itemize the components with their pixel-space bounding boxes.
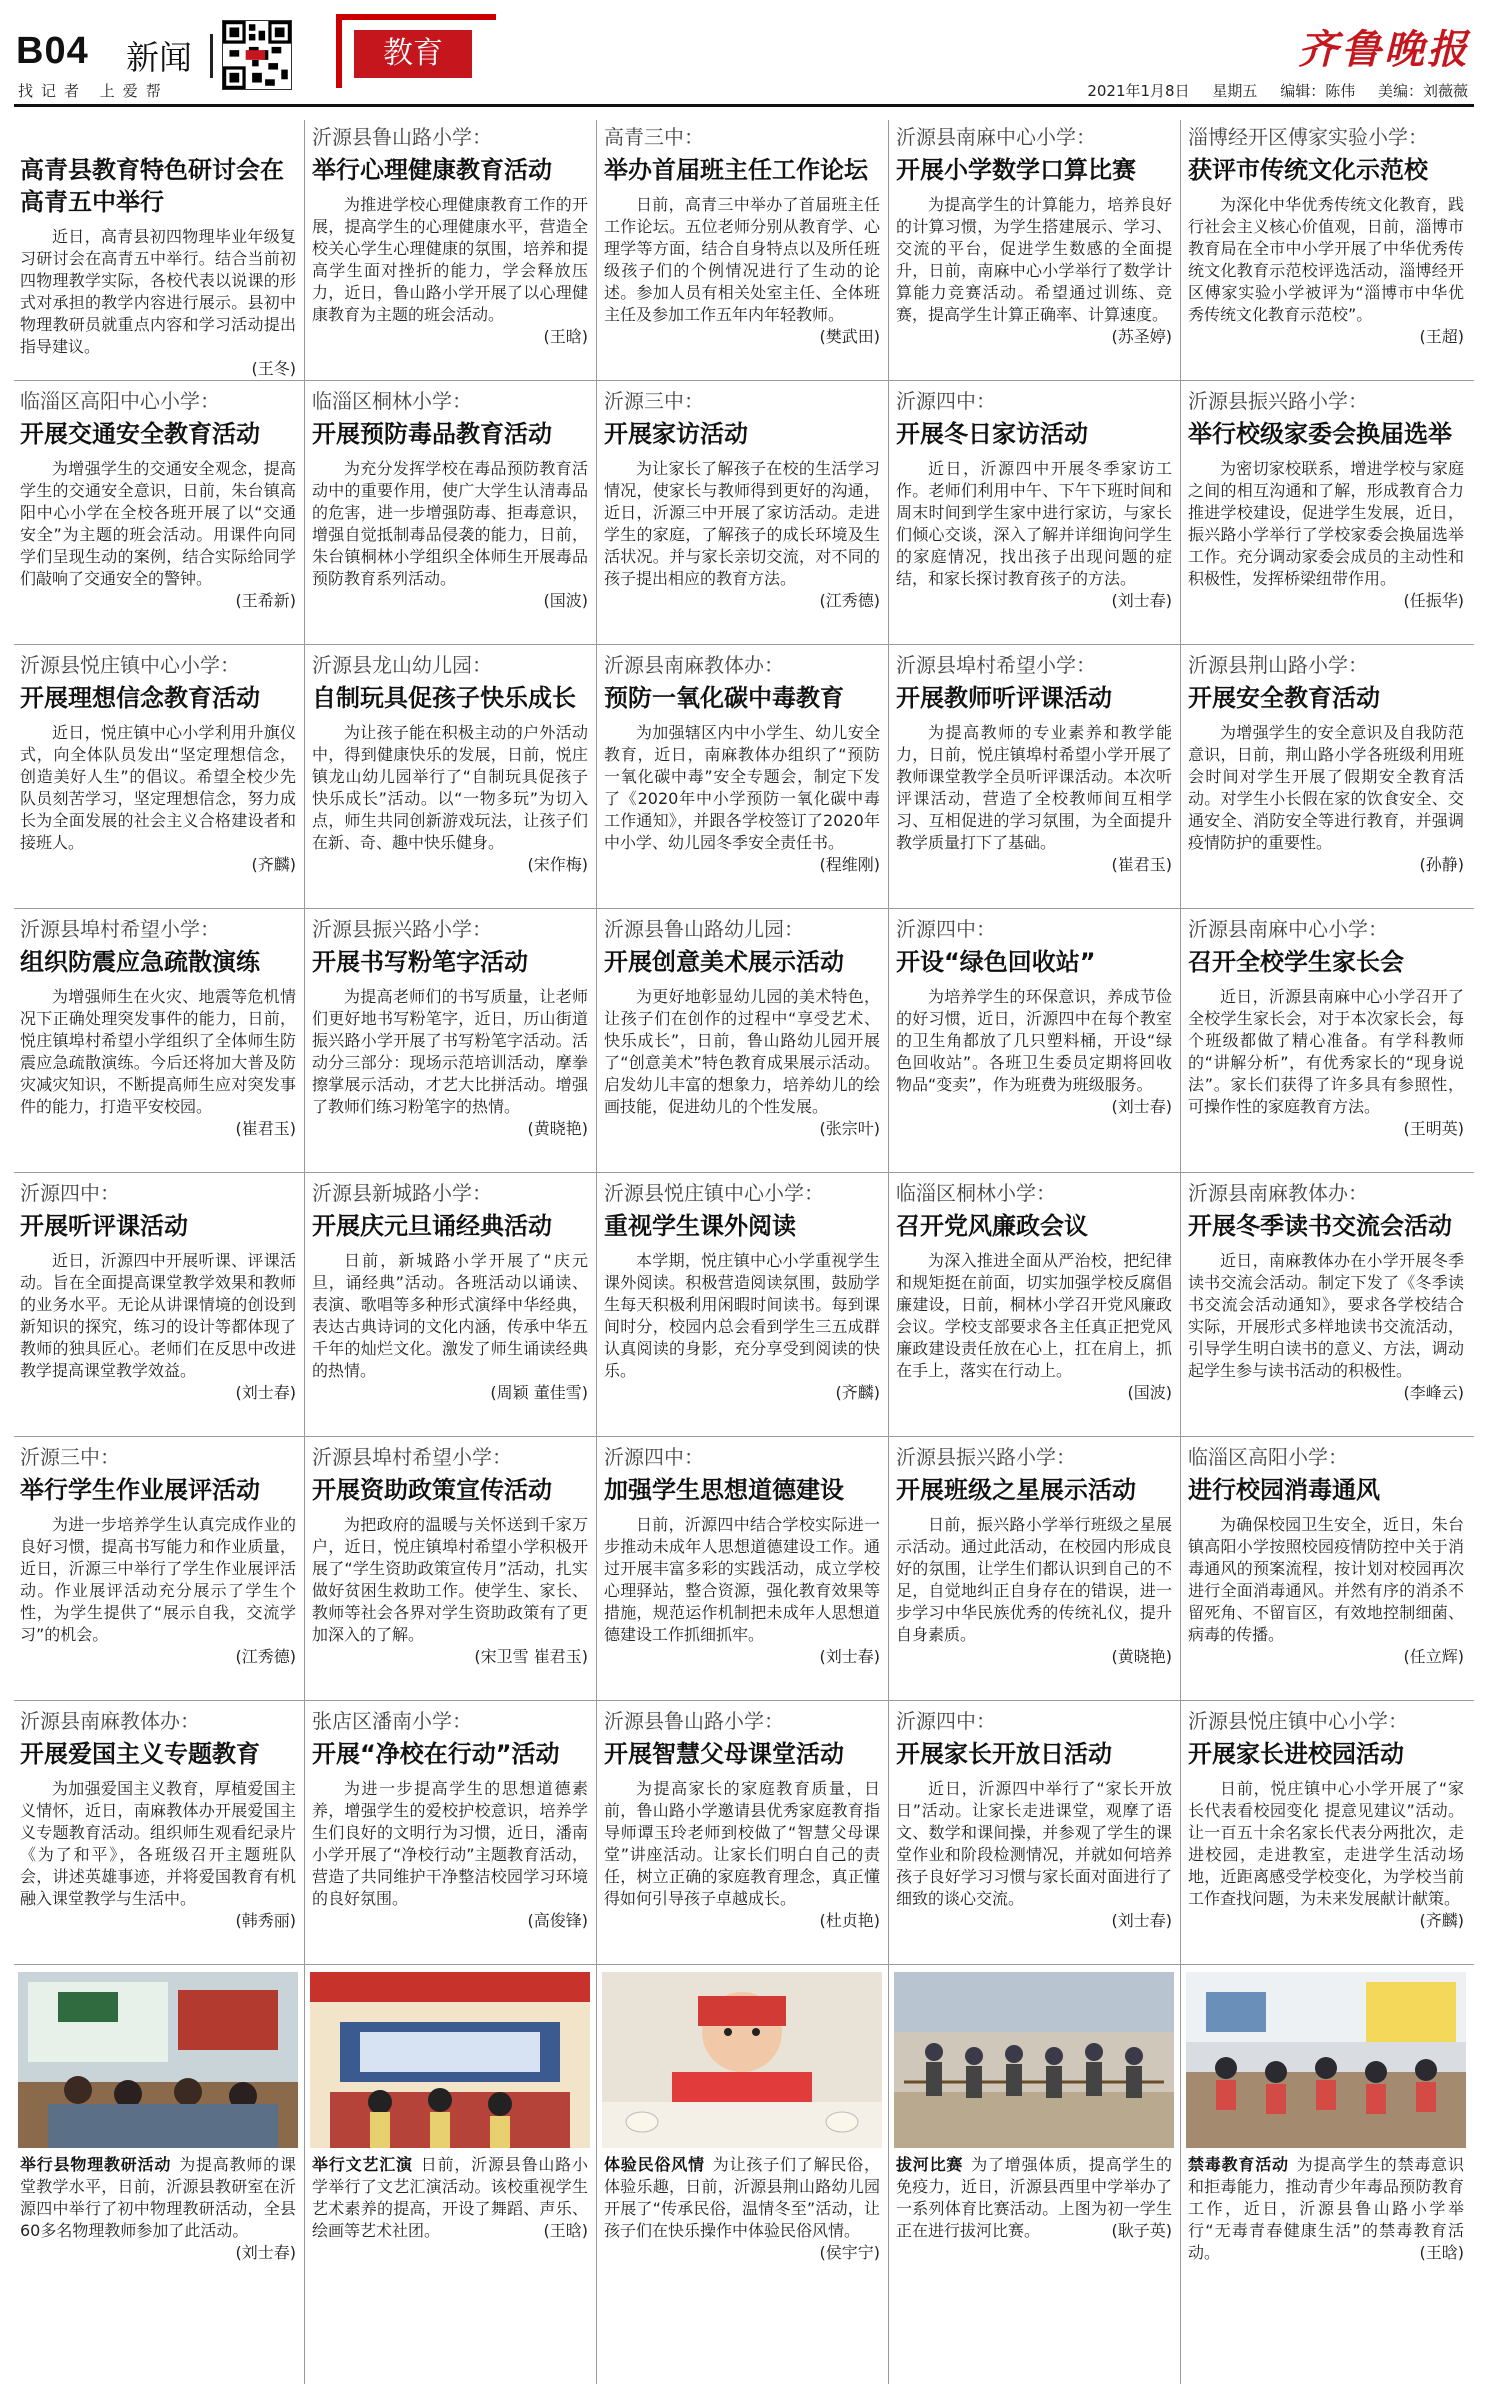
news-author: (高俊锋) [527, 1911, 588, 1930]
news-body-wrap [1186, 722, 1466, 876]
news-body: 为提高学生的计算能力，培养良好的计算习惯，为学生搭建展示、学习、交流的平台，促进学生数感的全面提升，日前，南麻中心小学举行了数学计算能力竞赛活动。希望通过训练、竞赛，提高学生计算正确率、计算速度。 [896, 195, 1172, 324]
news-brief [18, 652, 298, 906]
news-author: (刘士春) [235, 1383, 296, 1402]
news-author: (黄晓艳) [527, 1119, 588, 1138]
news-brief [894, 388, 1174, 642]
news-headline: 开展书写粉笔字活动 [312, 948, 528, 976]
news-brief [1186, 124, 1466, 378]
news-headline: 加强学生思想道德建设 [604, 1476, 844, 1504]
news-body: 为让家长了解孩子在校的生活学习情况，使家长与教师得到更好的沟通，近日，沂源三中开展了家访活动。走进学生的家庭，了解孩子的成长环境及生活状况。并与家长亲切交流，对不同的孩子提出相应的教育方法。 [604, 459, 880, 588]
header-divider [210, 34, 213, 78]
news-headline: 召开全校学生家长会 [1188, 948, 1404, 976]
news-brief [1186, 652, 1466, 906]
news-source: 沂源县振兴路小学： [1188, 389, 1368, 413]
news-author: (王晗) [543, 327, 588, 346]
news-body: 为进一步培养学生认真完成作业的良好习惯，提高书写能力和作业质量，近日，沂源三中举行了学生作业展评活动。作业展评活动充分展示了学生个性，为学生提供了“展示自我，交流学习”的机会。 [20, 1515, 296, 1644]
column-rule [888, 120, 889, 2384]
news-body: 近日，沂源四中举行了“家长开放日”活动。让家长走进课堂，观摩了语文、数学和课间操，并参观了学生的课堂作业和阶段检测情况，并就如何培养孩子良好学习习惯与家长面对面进行了细致的谈心交流。 [896, 1779, 1172, 1908]
news-source: 沂源县埠村希望小学： [20, 917, 220, 941]
news-body-wrap [1186, 1778, 1466, 1932]
photo-caption-author: (刘士春) [235, 2243, 296, 2262]
photo-caption-title: 拔河比赛 [896, 2155, 964, 2174]
news-headline: 高青县教育特色研讨会在高青五中举行 [20, 156, 284, 216]
news-brief [310, 388, 590, 642]
news-body: 为增强学生的交通安全观念，提高学生的交通安全意识，日前，朱台镇高阳中心小学在全校各班开展了以“交通安全”为主题的班会活动。用课件向同学们呈现生动的案例，结合实际给同学们敲响了交通安全的警钟。 [20, 459, 296, 588]
news-source: 沂源县埠村希望小学： [896, 653, 1096, 677]
section-tag-frame [336, 14, 496, 88]
row-rule [14, 1172, 1474, 1173]
editor: 编辑：陈伟 [1280, 82, 1356, 100]
news-source: 沂源县鲁山路幼儿园： [604, 917, 804, 941]
news-headline: 开展理想信念教育活动 [20, 684, 260, 712]
news-body: 日前，沂源四中结合学校实际进一步推动未成年人思想道德建设工作。通过开展丰富多彩的实践活动，成立学校心理驿站，整合资源，强化教育效果等措施，规范运作机制把未成年人思想道德建设工作抓细抓牢。 [604, 1515, 880, 1644]
header-rule [14, 104, 1474, 107]
news-body-wrap [310, 1250, 590, 1404]
news-brief [1186, 1444, 1466, 1698]
news-body-wrap [18, 1778, 298, 1932]
news-brief [602, 388, 882, 642]
news-source: 沂源县鲁山路小学： [312, 125, 492, 149]
news-body: 日前，高青三中举办了首届班主任工作论坛。五位老师分别从教育学、心理学等方面，结合自身特点以及所任班级孩子们的个例情况进行了生动的论述。参加人员有相关处室主任、全体班主任及参加工作五年内年轻教师。 [604, 195, 880, 324]
photo-caption [18, 2154, 298, 2264]
news-source: 临淄区桐林小学： [312, 389, 472, 413]
news-body-wrap [18, 722, 298, 876]
news-source: 临淄区高阳中心小学： [20, 389, 220, 413]
news-headline: 开展冬日家访活动 [896, 420, 1088, 448]
news-body-wrap [310, 1514, 590, 1668]
news-body: 近日，高青县初四物理毕业年级复习研讨会在高青五中举行。结合当前初四物理教学实际，各校代表以说课的形式对承担的教学内容进行展示。县初中物理教研员就重点内容和学习活动提出指导建议。 [20, 227, 296, 356]
news-headline: 预防一氧化碳中毒教育 [604, 684, 844, 712]
news-source: 沂源县悦庄镇中心小学： [20, 653, 240, 677]
news-body: 为确保校园卫生安全，近日，朱台镇高阳小学按照校园疫情防控中关于消毒通风的预案流程，按计划对校园再次进行全面消毒通风。并然有序的消杀不留死角、不留盲区，有效地控制细菌、病毒的传播。 [1188, 1515, 1464, 1644]
photo-caption-title: 举行县物理教研活动 [20, 2155, 172, 2174]
photo-caption-title: 禁毒教育活动 [1188, 2155, 1289, 2174]
news-brief [18, 1180, 298, 1434]
news-body: 为深入推进全面从严治校，把纪律和规矩挺在前面，切实加强学校反腐倡廉建设，日前，桐林小学召开党风廉政会议。学校支部要求各主任真正把党风廉政建设责任放在心上，扛在肩上，抓在手上，落实在行动上。 [896, 1251, 1172, 1380]
news-author: (黄晓艳) [1111, 1647, 1172, 1666]
news-brief [894, 1180, 1174, 1434]
news-brief [18, 388, 298, 642]
news-body-wrap [18, 458, 298, 612]
photo-caption-author: (耿子英) [1111, 2221, 1172, 2240]
news-body: 为提高家长的家庭教育质量，日前，鲁山路小学邀请县优秀家庭教育指导师谭玉玲老师到校做了“智慧父母课堂”讲座活动。让家长们明白自己的责任，树立正确的家庭教育理念，真正懂得如何引导孩子卓越成长。 [604, 1779, 880, 1908]
news-body-wrap [310, 1778, 590, 1932]
news-brief [602, 1444, 882, 1698]
news-author: (王超) [1419, 327, 1464, 346]
news-source: 高青三中： [604, 125, 704, 149]
dumpling-photo [602, 1972, 882, 2148]
news-headline: 开展创意美术展示活动 [604, 948, 844, 976]
row-rule [14, 908, 1474, 909]
photo-caption-text: 日前，沂源县鲁山路小学举行了文艺汇演活动。该校重视学生艺术素养的提高，开设了舞蹈、声乐、绘画等艺术社团。 [312, 2155, 588, 2240]
news-headline: 开展家长开放日活动 [896, 1740, 1112, 1768]
row-rule [14, 644, 1474, 645]
news-body-wrap [894, 1514, 1174, 1668]
news-source: 沂源三中： [604, 389, 704, 413]
issue-weekday: 星期五 [1212, 82, 1258, 100]
news-body-wrap [602, 194, 882, 348]
news-headline: 开展预防毒品教育活动 [312, 420, 552, 448]
news-body-wrap [310, 458, 590, 612]
row-rule [14, 380, 1474, 381]
news-source: 沂源县南麻教体办： [604, 653, 784, 677]
news-author: (崔君玉) [235, 1119, 296, 1138]
news-brief [310, 1444, 590, 1698]
section-tag: 教育 [354, 30, 472, 78]
news-headline: 开展资助政策宣传活动 [312, 1476, 552, 1504]
news-body-wrap [602, 722, 882, 876]
news-headline: 开展家访活动 [604, 420, 748, 448]
column-rule [304, 120, 305, 2384]
news-body-wrap [894, 458, 1174, 612]
news-headline: 进行校园消毒通风 [1188, 1476, 1380, 1504]
news-source [18, 124, 298, 150]
news-body-wrap [894, 986, 1174, 1118]
news-brief [1186, 1180, 1466, 1434]
photo-caption-author: (王晗) [543, 2221, 588, 2240]
news-brief [602, 124, 882, 378]
news-author: (江秀德) [235, 1647, 296, 1666]
news-body: 近日，沂源县南麻中心小学召开了全校学生家长会，对于本次家长会，每个班级都做了精心准备。有学科教师的“讲解分析”，有优秀家长的“现身说法”。家长们获得了许多具有参照性，可操作性的家庭教育方法。 [1188, 987, 1464, 1116]
news-body-wrap [310, 986, 590, 1140]
news-author: (李峰云) [1403, 1383, 1464, 1402]
photo-caption [894, 2154, 1174, 2242]
photo-caption-text: 为提高学生的禁毒意识和拒毒能力，推动青少年毒品预防教育工作，近日，沂源县鲁山路小学举行“无毒青春健康生活”的禁毒教育活动。 [1188, 2155, 1464, 2262]
news-brief [310, 1708, 590, 1962]
newspaper-page [14, 12, 1474, 2384]
news-body-wrap [602, 1250, 882, 1404]
news-body-wrap [602, 986, 882, 1140]
news-brief [18, 1708, 298, 1962]
news-author: (刘士春) [819, 1647, 880, 1666]
news-author: (刘士春) [1111, 1911, 1172, 1930]
page-header [14, 12, 1474, 112]
anti-drug-class-photo [1186, 1972, 1466, 2148]
news-headline: 开展班级之星展示活动 [896, 1476, 1136, 1504]
news-source: 沂源县鲁山路小学： [604, 1709, 784, 1733]
photo-caption-text: 为让孩子们了解民俗，体验乐趣，日前，沂源县荆山路幼儿园开展了“传承民俗，温情冬至”活动，让孩子们在快乐操作中体验民俗风情。 [604, 2155, 880, 2240]
news-source: 沂源县南麻中心小学： [896, 125, 1096, 149]
news-brief [18, 1444, 298, 1698]
news-brief [310, 1180, 590, 1434]
news-headline: 开展听评课活动 [20, 1212, 188, 1240]
news-brief [18, 124, 298, 378]
news-brief [602, 652, 882, 906]
news-author: (任振华) [1403, 591, 1464, 610]
news-headline: 开展冬季读书交流会活动 [1188, 1212, 1452, 1240]
news-body-wrap [18, 986, 298, 1140]
news-body: 日前，悦庄镇中心小学开展了“家长代表看校园变化 提意见建议”活动。让一百五十余名家长代表分两批次，走进校园，走进教室，走进学生活动场地，近距离感受学校变化，为学校当前工作查找问题，为未来发展献计献策。 [1188, 1779, 1464, 1908]
news-source: 沂源县荆山路小学： [1188, 653, 1368, 677]
news-body: 为加强辖区内中小学生、幼儿安全教育，近日，南麻教体办组织了“预防一氧化碳中毒”安全专题会，制定下发了《2020年中小学预防一氧化碳中毒工作通知》，并跟各学校签订了2020年中小学、幼儿园冬季安全责任书。 [604, 723, 880, 852]
news-author: (任立辉) [1403, 1647, 1464, 1666]
news-brief [1186, 916, 1466, 1170]
photo-caption-title: 体验民俗风情 [604, 2155, 705, 2174]
news-author: (周颖 董佳雪) [490, 1383, 588, 1402]
news-brief [894, 652, 1174, 906]
news-body: 近日，悦庄镇中心小学利用升旗仪式，向全体队员发出“坚定理想信念，创造美好人生”的倡议。希望全校少先队员刻苦学习，坚定理想信念，努力成长为全面发展的社会主义合格建设者和接班人。 [20, 723, 296, 852]
news-headline: 组织防震应急疏散演练 [20, 948, 260, 976]
news-headline: 开展小学数学口算比赛 [896, 156, 1136, 184]
news-body-wrap [310, 194, 590, 348]
news-body: 为密切家校联系，增进学校与家庭之间的相互沟通和了解，形成教育合力推进学校建设，促进学生发展，近日，振兴路小学举行了学校家委会换届选举工作。充分调动家委会成员的主动性和积极性，发挥桥梁纽带作用。 [1188, 459, 1464, 588]
news-source: 沂源县振兴路小学： [896, 1445, 1076, 1469]
news-body: 为增强师生在火灾、地震等危机情况下正确处理突发事件的能力，日前，悦庄镇埠村希望小学组织了全体师生防震应急疏散演练。今后还将加大普及防灾减灾知识，不断提高师生应对突发事件的能力，打造平安校园。 [20, 987, 296, 1116]
column [1186, 120, 1478, 2384]
news-author: (樊武田) [819, 327, 880, 346]
news-brief [310, 652, 590, 906]
news-body: 日前，新城路小学开展了“庆元旦，诵经典”活动。各班活动以诵读、表演、歌唱等多种形式演绎中华经典，表达古典诗词的文化内涵，传承中华五千年的灿烂文化。激发了师生诵读经典的热情。 [312, 1251, 588, 1380]
news-source: 沂源四中： [896, 917, 996, 941]
news-headline: 举行校级家委会换届选举 [1188, 420, 1452, 448]
news-body-wrap [894, 1778, 1174, 1932]
news-body: 为提高老师们的书写质量，让老师们更好地书写粉笔字，近日，历山街道振兴路小学开展了书写粉笔字活动。活动分三部分：现场示范培训活动，摩拳擦掌展示活动，才艺大比拼活动。增强了教师们练习粉笔字的热情。 [312, 987, 588, 1116]
column [894, 120, 1186, 2384]
news-source: 张店区潘南小学： [312, 1709, 472, 1733]
news-body-wrap [18, 226, 298, 378]
news-author: (崔君玉) [1111, 855, 1172, 874]
news-body: 为推进学校心理健康教育工作的开展，提高学生的心理健康水平，营造全校关心学生心理健康的氛围，培养和提高学生面对挫折的能力，学会释放压力，近日，鲁山路小学开展了以心理健康教育为主题的班会活动。 [312, 195, 588, 324]
news-brief [310, 124, 590, 378]
news-source: 沂源县悦庄镇中心小学： [604, 1181, 824, 1205]
news-body: 为培养学生的环保意识，养成节俭的好习惯，近日，沂源四中在每个教室的卫生角都放了几只塑料桶，开设“绿色回收站”。各班卫生委员定期将回收物品“变卖”，作为班费为班级服务。 [896, 987, 1172, 1094]
news-author: (张宗叶) [819, 1119, 880, 1138]
news-headline: 开展安全教育活动 [1188, 684, 1380, 712]
news-headline: 举办首届班主任工作论坛 [604, 156, 868, 184]
article-grid [14, 120, 1474, 2384]
news-body: 为让孩子能在积极主动的户外活动中，得到健康快乐的发展，日前，悦庄镇龙山幼儿园举行了“自制玩具促孩子快乐成长”活动。以“一物多玩”为切入点，师生共同创新游戏玩法，让孩子们在新、奇、趣中快乐健身。 [312, 723, 588, 852]
news-brief [602, 1180, 882, 1434]
classroom-photo [18, 1972, 298, 2148]
news-headline: 开展智慧父母课堂活动 [604, 1740, 844, 1768]
news-body-wrap [602, 1778, 882, 1932]
news-body-wrap [310, 722, 590, 876]
page-meta [1075, 80, 1468, 101]
news-brief [18, 916, 298, 1170]
news-source: 沂源县埠村希望小学： [312, 1445, 512, 1469]
news-body-wrap [602, 458, 882, 612]
news-source: 沂源三中： [20, 1445, 120, 1469]
news-author: (齐麟) [251, 855, 296, 874]
news-source: 沂源四中： [604, 1445, 704, 1469]
news-brief [894, 916, 1174, 1170]
news-body: 日前，振兴路小学举行班级之星展示活动。通过此活动，在校园内形成良好的氛围，让学生们都认识到自己的不足，自觉地纠正自身存在的错误，进一步学习中华民族优秀的传统礼仪，提升自身素质。 [896, 1515, 1172, 1644]
row-rule [14, 1436, 1474, 1437]
photo-caption-author: (王晗) [1419, 2243, 1464, 2262]
news-author: (齐麟) [835, 1383, 880, 1402]
news-headline: 开展爱国主义专题教育 [20, 1740, 260, 1768]
news-author: (王希新) [235, 591, 296, 610]
news-source: 沂源县新城路小学： [312, 1181, 492, 1205]
news-brief [310, 916, 590, 1170]
news-author: (程维刚) [819, 855, 880, 874]
news-body-wrap [1186, 458, 1466, 612]
news-brief [1186, 1708, 1466, 1962]
news-source: 沂源县南麻中心小学： [1188, 917, 1388, 941]
news-author: (刘士春) [1111, 1097, 1172, 1116]
news-headline: 开展交通安全教育活动 [20, 420, 260, 448]
news-author: (齐麟) [1419, 1911, 1464, 1930]
news-brief [1186, 388, 1466, 642]
news-author: (王明英) [1403, 1119, 1464, 1138]
news-source: 沂源县南麻教体办： [1188, 1181, 1368, 1205]
photo-caption [602, 2154, 882, 2264]
news-brief [894, 1444, 1174, 1698]
news-source: 沂源四中： [896, 1709, 996, 1733]
news-headline: 重视学生课外阅读 [604, 1212, 796, 1240]
news-source: 淄博经开区傅家实验小学： [1188, 125, 1428, 149]
photo-caption [1186, 2154, 1466, 2264]
news-author: (苏圣婷) [1111, 327, 1172, 346]
news-author: (江秀德) [819, 591, 880, 610]
news-source: 临淄区高阳小学： [1188, 1445, 1348, 1469]
news-body: 近日，沂源四中开展听课、评课活动。旨在全面提高课堂教学效果和教师的业务水平。无论从讲课情境的创设到新知识的探究，练习的设计等都体现了教师的独具匠心。老师们在反思中改进教学提高课堂教学效益。 [20, 1251, 296, 1380]
news-body: 为把政府的温暖与关怀送到千家万户，近日，悦庄镇埠村希望小学积极开展了“学生资助政策宣传月”活动，扎实做好贫困生救助工作。使学生、家长、教师等社会各界对学生资助政策有了更加深入的了解。 [312, 1515, 588, 1644]
news-headline: 开展家长进校园活动 [1188, 1740, 1404, 1768]
news-source: 沂源四中： [896, 389, 996, 413]
news-body: 为更好地彰显幼儿园的美术特色，让孩子们在创作的过程中“享受艺术、快乐成长”，日前，鲁山路幼儿园开展了“创意美术”特色教育成果展示活动。启发幼儿丰富的想象力，培养幼儿的绘画技能，促进幼儿的个性发展。 [604, 987, 880, 1116]
news-body-wrap [18, 1514, 298, 1668]
news-headline: 开展教师听评课活动 [896, 684, 1112, 712]
news-headline: 开设“绿色回收站” [896, 948, 1096, 976]
news-body: 为增强学生的安全意识及自我防范意识，日前，荆山路小学各班级利用班会时间对学生开展了假期安全教育活动。对学生小长假在家的饮食安全、交通安全、消防安全等进行教育，并强调疫情防护的重要性。 [1188, 723, 1464, 852]
news-body-wrap [18, 1250, 298, 1404]
news-brief [894, 1708, 1174, 1962]
news-headline: 举行心理健康教育活动 [312, 156, 552, 184]
page-number: B04 [16, 30, 89, 72]
news-author: (宋作梅) [527, 855, 588, 874]
news-body-wrap [894, 1250, 1174, 1404]
news-body-wrap [1186, 194, 1466, 348]
news-headline: 开展“净校在行动”活动 [312, 1740, 560, 1768]
news-body-wrap [1186, 986, 1466, 1140]
news-body: 为进一步提高学生的思想道德素养，增强学生的爱校护校意识，培养学生们良好的文明行为习惯，近日，潘南小学开展了“净校行动”主题教育活动，营造了共同维护干净整洁校园学习环境的良好氛围。 [312, 1779, 588, 1908]
news-body-wrap [894, 722, 1174, 876]
newspaper-logo: 齐鲁晚报 [1298, 26, 1470, 73]
news-source: 沂源四中： [20, 1181, 120, 1205]
performance-photo [310, 1972, 590, 2148]
news-author: (杜贞艳) [819, 1911, 880, 1930]
row-rule [14, 1700, 1474, 1701]
section-name: 新闻 [126, 38, 192, 77]
news-body-wrap [894, 194, 1174, 348]
news-source: 沂源县悦庄镇中心小学： [1188, 1709, 1408, 1733]
news-body: 为加强爱国主义教育，厚植爱国主义情怀，近日，南麻教体办开展爱国主义专题教育活动。组织师生观看纪录片《为了和平》，各班级召开主题班队会，讲述英雄事迹，并将爱国教育有机融入课堂教学与生活中。 [20, 1779, 296, 1908]
column [18, 120, 310, 2384]
news-source: 沂源县振兴路小学： [312, 917, 492, 941]
news-headline: 开展庆元旦诵经典活动 [312, 1212, 552, 1240]
news-author: (王冬) [251, 359, 296, 378]
photo-caption-text: 为了增强体质，提高学生的免疫力，近日，沂源县西里中学举办了一系列体育比赛活动。上图为初一学生正在进行拔河比赛。 [896, 2155, 1172, 2240]
news-author: (国波) [543, 591, 588, 610]
designer: 美编：刘薇薇 [1377, 82, 1468, 100]
reporter-hotline: 找记者 上爱帮 [18, 82, 169, 100]
column-rule [596, 120, 597, 2384]
news-body: 为深化中华优秀传统文化教育，践行社会主义核心价值观，日前，淄博市教育局在全市中小学开展了中华优秀传统文化教育示范校评选活动，淄博经开区傅家实验小学被评为“淄博市中华优秀传统文化教育示范校”。 [1188, 195, 1464, 324]
news-author: (韩秀丽) [235, 1911, 296, 1930]
qr-code-icon [222, 20, 292, 90]
news-author: (宋卫雪 崔君玉) [474, 1647, 588, 1666]
column-rule [1180, 120, 1181, 2384]
news-author: (刘士春) [1111, 591, 1172, 610]
news-body-wrap [602, 1514, 882, 1668]
row-rule [14, 1964, 1474, 1965]
news-headline: 获评市传统文化示范校 [1188, 156, 1428, 184]
column [602, 120, 894, 2384]
photo-caption-title: 举行文艺汇演 [312, 2155, 413, 2174]
news-source: 临淄区桐林小学： [896, 1181, 1056, 1205]
photo-caption-author: (侯宇宁) [819, 2243, 880, 2262]
news-headline: 举行学生作业展评活动 [20, 1476, 260, 1504]
news-body: 近日，南麻教体办在小学开展冬季读书交流会活动。制定下发了《冬季读书交流会活动通知》，要求各学校结合实际，开展形式多样地读书交流活动，引导学生明白读书的意义、方法，调动起学生参与读书活动的积极性。 [1188, 1251, 1464, 1380]
news-headline: 召开党风廉政会议 [896, 1212, 1088, 1240]
news-body: 为提高教师的专业素养和教学能力，日前，悦庄镇埠村希望小学开展了教师课堂教学全员听评课活动。本次听评课活动，营造了全校教师间互相学习、互相促进的学习氛围，为全面提升教学质量打下了基础。 [896, 723, 1172, 852]
news-brief [894, 124, 1174, 378]
news-brief [602, 916, 882, 1170]
news-body: 为充分发挥学校在毒品预防教育活动中的重要作用，使广大学生认清毒品的危害，进一步增强防毒、拒毒意识，增强自觉抵制毒品侵袭的能力，日前，朱台镇桐林小学组织全体师生开展毒品预防教育系列活动。 [312, 459, 588, 588]
news-body: 近日，沂源四中开展冬季家访工作。老师们利用中午、下午下班时间和周末时间到学生家中进行家访，与家长们倾心交谈，深入了解并详细询问学生的家庭情况，找出孩子出现问题的症结，和家长探讨教育孩子的方法。 [896, 459, 1172, 588]
tug-of-war-photo [894, 1972, 1174, 2148]
news-body: 本学期，悦庄镇中心小学重视学生课外阅读。积极营造阅读氛围，鼓励学生每天积极利用闲暇时间读书。每到课间时分，校园内总会看到学生三五成群认真阅读的身影，充分享受到阅读的快乐。 [604, 1251, 880, 1380]
news-body-wrap [1186, 1514, 1466, 1668]
column [310, 120, 602, 2384]
news-source: 沂源县南麻教体办： [20, 1709, 200, 1733]
news-brief [602, 1708, 882, 1962]
photo-caption [310, 2154, 590, 2242]
news-author: (国波) [1127, 1383, 1172, 1402]
issue-date: 2021年1月8日 [1087, 82, 1190, 100]
photo-caption-text: 为提高教师的课堂教学水平，日前，沂源县教研室在沂源四中举行了初中物理教研活动，全县60多名物理教师参加了此活动。 [20, 2155, 296, 2240]
news-author: (孙静) [1419, 855, 1464, 874]
news-headline: 自制玩具促孩子快乐成长 [312, 684, 576, 712]
news-source: 沂源县龙山幼儿园： [312, 653, 492, 677]
news-body-wrap [1186, 1250, 1466, 1404]
